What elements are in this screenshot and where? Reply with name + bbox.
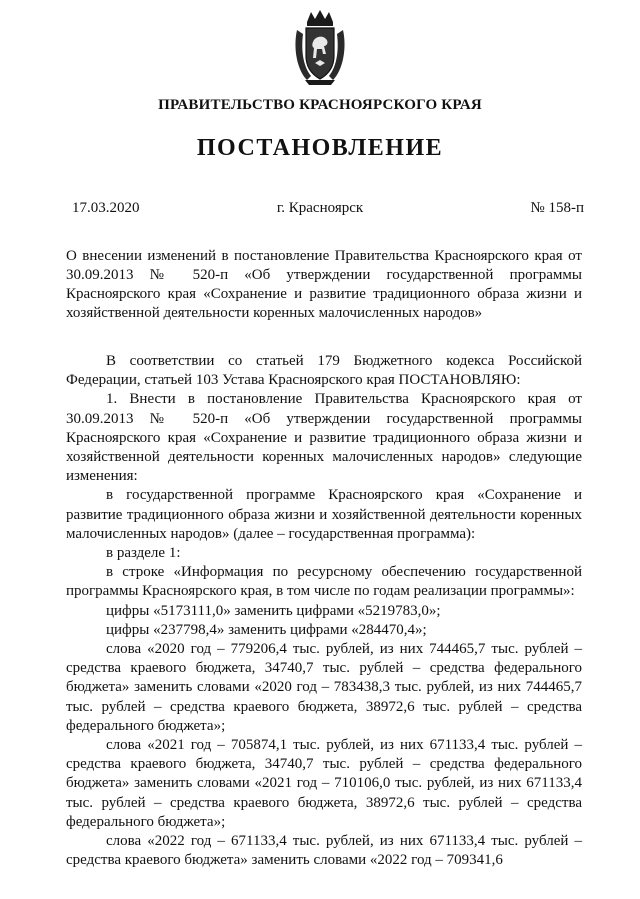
body-paragraph: цифры «5173111,0» заменить цифрами «5219783,0»; [106, 602, 441, 619]
body-paragraph: в государственной программе Красноярского края «Сохранение и развитие традиционного образа жизни и хозяйственной деятельности коренных малочисленных народов» (далее – государственная программа): [66, 487, 582, 542]
coat-of-arms-icon [293, 8, 347, 86]
document-body [66, 352, 582, 870]
government-name: ПРАВИТЕЛЬСТВО КРАСНОЯРСКОГО КРАЯ [158, 97, 482, 113]
document-city: г. Красноярск [276, 200, 364, 216]
body-paragraph: в разделе 1: [106, 545, 181, 562]
body-paragraph: в строке «Информация по ресурсному обеспечению государственной программы Красноярского края, в том числе по годам реализации программы»: [66, 564, 582, 600]
body-paragraph: В соответствии со статьей 179 Бюджетного кодекса Российской Федерации, статьей 103 Устава Красноярского края ПОСТАНОВЛЯЮ: [66, 353, 582, 389]
body-paragraph: слова «2021 год – 705874,1 тыс. рублей, из них 671133,4 тыс. рублей – средства краевого бюджета, 34740,7 тыс. рублей – средства федерального бюджета» заменить словами «2021 год – 710106,0 тыс. рублей, из них 671133,4 тыс. рублей – средства краевого бюджета, 38972,6 тыс. рублей – средства федерального бюджета»; [66, 737, 582, 830]
document-date: 17.03.2020 [72, 200, 140, 216]
body-paragraph: цифры «237798,4» заменить цифрами «284470,4»; [106, 621, 427, 638]
document-number: № 158-п [530, 200, 584, 216]
body-paragraph: слова «2022 год – 671133,4 тыс. рублей, из них 671133,4 тыс. рублей – средства краевого бюджета» заменить словами «2022 год – 709341,6 [66, 833, 582, 869]
body-paragraph: 1. Внести в постановление Правительства Красноярского края от 30.09.2013 № 520-п «Об утверждении государственной программы Красноярского края «Сохранение и развитие традиционного образа жизни и хозяйственной деятельности коренных малочисленных народов» следующие изменения: [66, 391, 582, 485]
document-type-title: ПОСТАНОВЛЕНИЕ [196, 135, 444, 161]
body-paragraph: слова «2020 год – 779206,4 тыс. рублей, из них 744465,7 тыс. рублей – средства краевого бюджета, 34740,7 тыс. рублей – средства федерального бюджета» заменить словами «2020 год – 783438,3 тыс. рублей, из них 744465,7 тыс. рублей – средства краевого бюджета, 38972,6 тыс. рублей – средства федерального бюджета»; [66, 641, 582, 734]
document-subject: О внесении изменений в постановление Правительства Красноярского края от 30.09.2013 № 520-п «Об утверждении государственной программы Красноярского края «Сохранение и развитие традиционного образа жизни и хозяйственной деятельности коренных малочисленных народов» [66, 248, 582, 321]
